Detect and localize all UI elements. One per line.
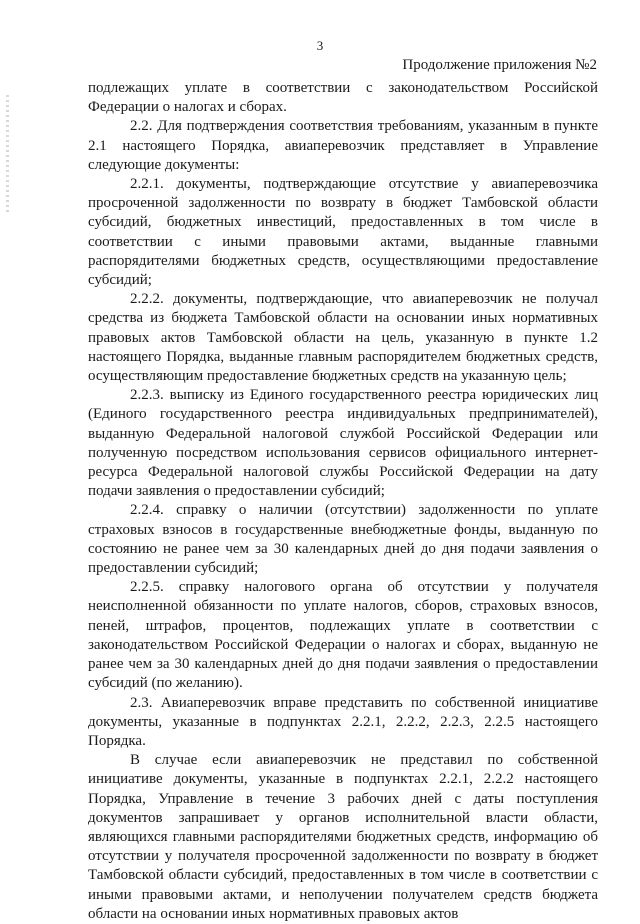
paragraph-2-2-3: 2.2.3. выписку из Единого государственного реестра юридических лиц (Единого государственного реестра индивидуальных предпринимателей), выданную Федеральной налоговой службой Российской Федерации или полученную посредством использования сервисов официального интернет-ресурса Федеральной налоговой службы Российской Федерации на дату подачи заявления о предоставлении субсидий; [88,387,598,500]
paragraph-2-2-4: 2.2.4. справку о наличии (отсутствии) задолженности по уплате страховых взносов в государственные внебюджетные фонды, выданную по состоянию не ранее чем за 30 календарных дней до дня подачи заявления о предоставлении субсидий; [88,502,598,577]
document-body [88,79,598,924]
paragraph-2-2-2: 2.2.2. документы, подтверждающие, что авиаперевозчик не получал средства из бюджета Тамбовской области на основании иных нормативных правовых актов Тамбовской области на цель, указанную в пункте 1.2 настоящего Порядка, выданные главным распорядителем бюджетных средств, осуществляющим предоставление бюджетных средств на указанную цель; [88,291,598,385]
appendix-continuation-note: Продолжение приложения №2 [402,57,597,73]
paragraph-case: В случае если авиаперевозчик не представил по собственной инициативе документы, указанные в подпунктах 2.2.1, 2.2.2 настоящего Порядка, Управление в течение 3 рабочих дней с даты поступления документов запрашивает у органов исполнительной власти области, являющихся главными распорядителями бюджетных средств, информацию об отсутствии у получателя просроченной задолженности по возврату в бюджет Тамбовской области субсидий, предоставленных в том числе в соответствии с иными правовыми актами, и неполучении получателем средств бюджета области на основании иных нормативных правовых актов [88,752,598,922]
page-number: 3 [316,38,324,53]
paragraph-2-3: 2.3. Авиаперевозчик вправе представить по собственной инициативе документы, указанные в подпунктах 2.2.1, 2.2.2, 2.2.3, 2.2.5 настоящего Порядка. [88,694,598,749]
scan-margin-mark [6,95,9,215]
paragraph-2-2-5: 2.2.5. справку налогового органа об отсутствии у получателя неисполненной обязанности по уплате налогов, сборов, страховых взносов, пеней, штрафов, процентов, подлежащих уплате в соответствии с законодательством Российской Федерации о налогах и сборах, выданную не ранее чем за 30 календарных дней до дня подачи заявления о предоставлении субсидий (по желанию). [88,579,598,692]
paragraph-2-2-1: 2.2.1. документы, подтверждающие отсутствие у авиаперевозчика просроченной задолженности по возврату в бюджет Тамбовской области субсидий, бюджетных инвестиций, предоставленных в том числе в соответствии с иными правовыми актами, выданные главными распорядителями бюджетных средств, осуществляющими предоставление субсидий; [88,176,598,289]
paragraph-2-2: 2.2. Для подтверждения соответствия требованиям, указанным в пункте 2.1 настоящего Порядка, авиаперевозчик представляет в Управление следующие документы: [88,118,598,173]
paragraph-continuation: подлежащих уплате в соответствии с законодательством Российской Федерации о налогах и сборах. [88,80,598,116]
